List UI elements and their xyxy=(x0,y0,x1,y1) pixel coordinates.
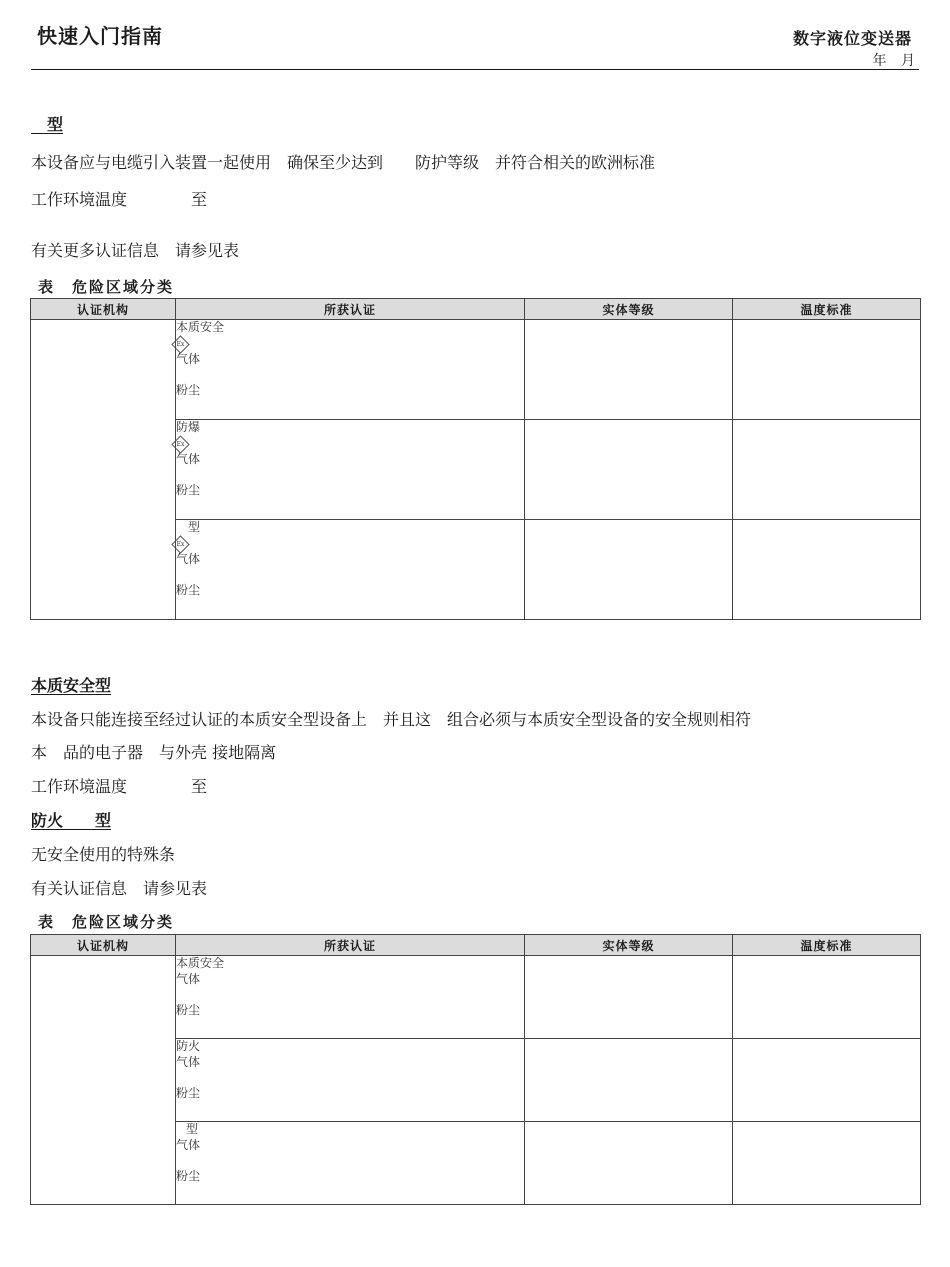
cert-gas: 气体 xyxy=(176,452,201,466)
col-header-temp-code: 温度标准 xyxy=(733,935,921,956)
cert-gas: 气体 xyxy=(176,1138,201,1152)
cert-gas: 气体 xyxy=(176,352,201,366)
entity-rating-cell xyxy=(525,520,733,620)
ex-mark-label: Ex xyxy=(176,341,185,348)
ex-mark-icon xyxy=(176,536,524,552)
cert-gas: 气体 xyxy=(176,552,201,566)
hazardous-area-table-1 xyxy=(30,298,921,620)
table-header-row xyxy=(31,299,921,320)
cert-dust: 粉尘 xyxy=(176,1003,201,1017)
section-heading-fire-protection: 防火 型 xyxy=(31,811,112,830)
cert-type: 防火 xyxy=(176,1039,201,1053)
certification-cell xyxy=(176,1122,525,1205)
cert-gas: 气体 xyxy=(176,1055,201,1069)
temp-code-cell xyxy=(733,956,921,1039)
table2-caption: 表 危险区域分类 xyxy=(38,913,175,931)
certification-cell xyxy=(176,1039,525,1122)
cert-dust: 粉尘 xyxy=(176,483,201,497)
publish-date: 年 月 xyxy=(872,53,916,69)
col-header-entity-rating: 实体等级 xyxy=(525,299,733,320)
section-heading-type xyxy=(31,112,63,135)
certification-cell xyxy=(176,956,525,1039)
cert-type: 型 xyxy=(186,1122,199,1136)
cert-dust: 粉尘 xyxy=(176,1169,201,1183)
ex-mark-label: Ex xyxy=(176,441,185,448)
cert-dust: 粉尘 xyxy=(176,383,201,397)
cert-type: 本质安全 xyxy=(176,320,225,334)
is-ambient-temp-text: 工作环境温度 至 xyxy=(31,777,208,796)
table-header-row xyxy=(31,935,921,956)
entity-rating-cell xyxy=(525,1122,733,1205)
cert-info-text: 有关认证信息 请参见表 xyxy=(31,879,208,898)
entity-rating-cell xyxy=(525,956,733,1039)
cert-gas: 气体 xyxy=(176,972,201,986)
temp-code-cell xyxy=(733,1039,921,1122)
table-row xyxy=(31,320,921,420)
table1-caption: 表 危险区域分类 xyxy=(38,278,175,296)
temp-code-cell xyxy=(733,520,921,620)
entity-rating-cell xyxy=(525,1039,733,1122)
ex-mark-label: Ex xyxy=(176,541,185,548)
col-header-agency: 认证机构 xyxy=(31,935,176,956)
col-header-agency: 认证机构 xyxy=(31,299,176,320)
more-cert-info-text: 有关更多认证信息 请参见表 xyxy=(31,241,240,260)
special-conditions-text: 无安全使用的特殊条 xyxy=(31,845,176,864)
ex-mark-icon xyxy=(176,336,524,352)
product-name: 数字液位变送器 xyxy=(792,29,912,48)
cert-dust: 粉尘 xyxy=(176,1086,201,1100)
section-heading-intrinsic-safety: 本质安全型 xyxy=(31,676,112,695)
temp-code-cell xyxy=(733,1122,921,1205)
ex-mark-icon xyxy=(176,436,524,452)
col-header-entity-rating: 实体等级 xyxy=(525,935,733,956)
agency-cell xyxy=(31,320,176,620)
temp-code-cell xyxy=(733,320,921,420)
certification-cell xyxy=(176,520,525,620)
entity-rating-cell xyxy=(525,320,733,420)
ambient-temp-text: 工作环境温度 至 xyxy=(31,190,208,209)
table-row xyxy=(31,956,921,1039)
certification-cell xyxy=(176,320,525,420)
agency-cell xyxy=(31,956,176,1205)
cert-dust: 粉尘 xyxy=(176,583,201,597)
col-header-certification: 所获认证 xyxy=(176,935,525,956)
temp-code-cell xyxy=(733,420,921,520)
hazardous-area-table-2 xyxy=(30,934,921,1205)
cert-type: 防爆 xyxy=(176,420,201,434)
enclosure-requirement-text: 本设备应与电缆引入装置一起使用 确保至少达到 防护等级 并符合相关的欧洲标准 xyxy=(31,153,656,172)
is-isolation-text: 本 品的电子器 与外壳 接地隔离 xyxy=(31,743,277,762)
section-heading-type-text: 型 xyxy=(47,115,64,134)
cert-type: 本质安全 xyxy=(176,956,225,970)
header-divider xyxy=(31,69,919,70)
entity-rating-cell xyxy=(525,420,733,520)
col-header-temp-code: 温度标准 xyxy=(733,299,921,320)
col-header-certification: 所获认证 xyxy=(176,299,525,320)
is-connection-text: 本设备只能连接至经过认证的本质安全型设备上 并且这 组合必须与本质安全型设备的安全规则相符 xyxy=(31,710,752,729)
cert-type: 型 xyxy=(188,520,201,534)
certification-cell xyxy=(176,420,525,520)
guide-title: 快速入门指南 xyxy=(37,24,163,48)
